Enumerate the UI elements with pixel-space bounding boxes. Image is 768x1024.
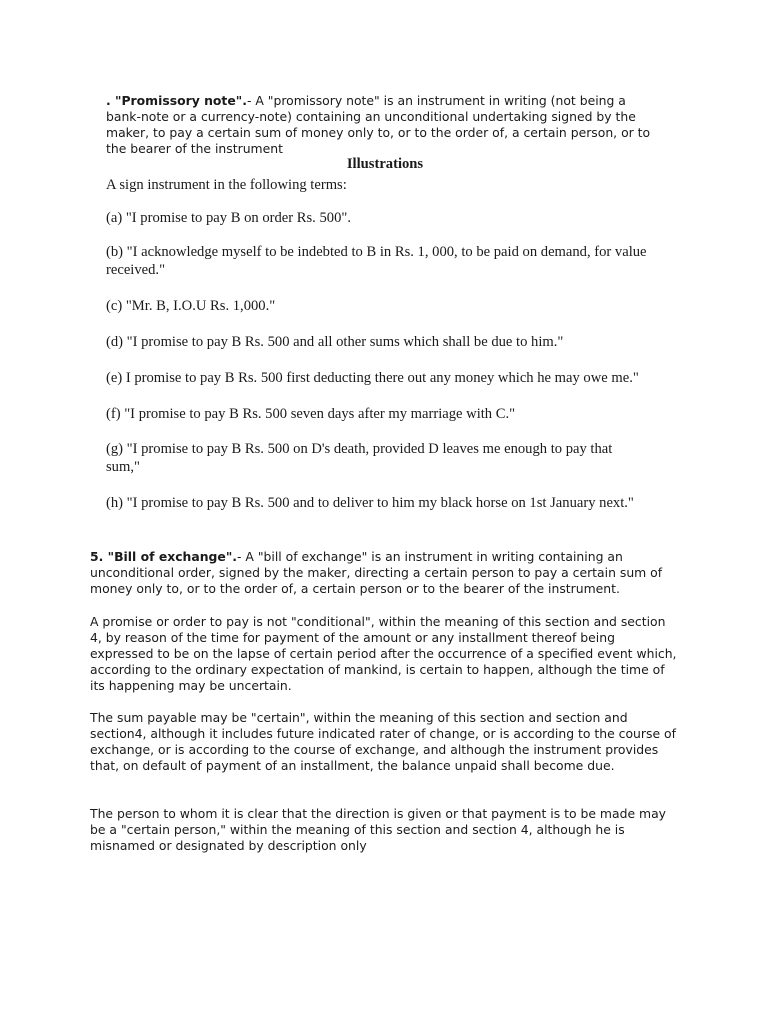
section-5-lead: 5. "Bill of exchange".: [90, 549, 237, 564]
paragraph-conditional: A promise or order to pay is not "conditional", within the meaning of this section and section 4, by reason of the time for payment of the amount or any installment thereof being expressed to be on the lapse of certain period after the occurrence of a specified event which, according to the ordinary expectation of mankind, is certain to happen, although the time of its happening may be uncertain.: [90, 614, 677, 693]
illustration-item-b: (b) "I acknowledge myself to be indebted to B in Rs. 1, 000, to be paid on demand, for value received.": [106, 244, 647, 278]
illustration-item-a: (a) "I promise to pay B on order Rs. 500".: [106, 210, 351, 226]
section-5-bill-of-exchange: [90, 549, 680, 597]
illustrations-intro: A sign instrument in the following terms:: [106, 177, 347, 193]
paragraph-certain-person: The person to whom it is clear that the direction is given or that payment is to be made may be a "certain person," within the meaning of this section and section 4, although he is misnamed or designated by description only: [90, 806, 667, 853]
section-4-lead: . "Promissory note".: [106, 93, 247, 108]
section-5-text: - A "bill of exchange" is an instrument in writing containing an unconditional order, signed by the maker, directing a certain person to pay a certain sum of money only to, or to the order of, a certain person or to the bearer of the instrument.: [90, 549, 663, 596]
illustration-item-g: (g) "I promise to pay B Rs. 500 on D's death, provided D leaves me enough to pay that sum,": [106, 441, 613, 475]
section-4-promissory-note: [106, 93, 654, 157]
section-4-text: - A "promissory note" is an instrument in writing (not being a bank-note or a currency-note) containing an unconditional undertaking signed by the maker, to pay a certain sum of money only to, or to the order of, a certain person, or to the bearer of the instrument: [106, 93, 651, 156]
illustration-item-f: (f) "I promise to pay B Rs. 500 seven days after my marriage with C.": [106, 406, 516, 422]
illustration-item-e: (e) I promise to pay B Rs. 500 first deducting there out any money which he may owe me.": [106, 370, 639, 386]
illustration-item-d: (d) "I promise to pay B Rs. 500 and all other sums which shall be due to him.": [106, 334, 564, 350]
illustration-item-h: (h) "I promise to pay B Rs. 500 and to deliver to him my black horse on 1st January next.": [106, 495, 634, 511]
illustration-item-c: (c) "Mr. B, I.O.U Rs. 1,000.": [106, 298, 276, 314]
illustrations-heading: Illustrations: [346, 156, 424, 172]
paragraph-sum-certain: The sum payable may be "certain", within the meaning of this section and section and section4, although it includes future indicated rater of change, or is according to the course of exchange, or is according to the course of exchange, and although the instrument provides that, on default of payment of an installment, the balance unpaid shall become due.: [90, 710, 676, 773]
